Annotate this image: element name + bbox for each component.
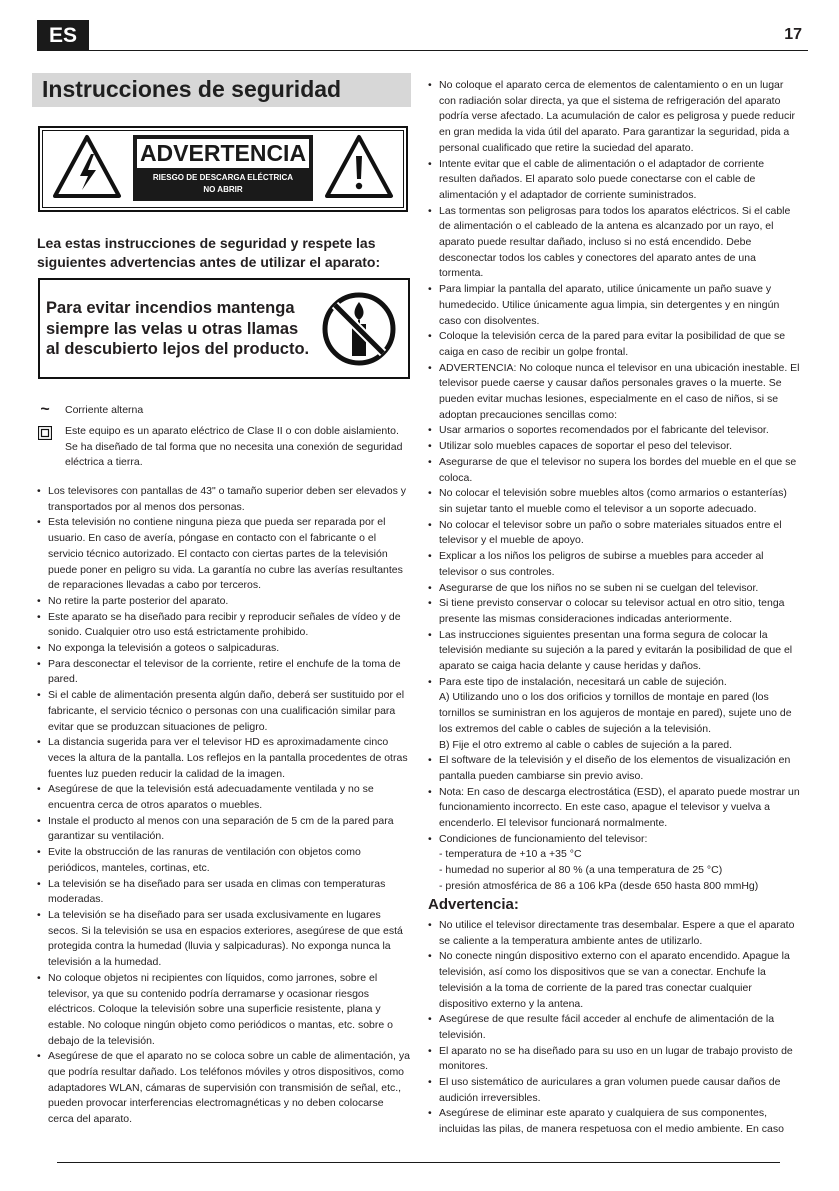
footer-rule [57, 1162, 780, 1163]
list-item: • Condiciones de funcionamiento del televisor: - temperatura de +10 a +35 °C - humedad no superior al 80 % (a una temperatura de 25 °C) - presión atmosférica de 86 a 106 kPa (desde 650 hasta 800 mmHg) [428, 832, 803, 895]
page-number: 17 [784, 26, 802, 43]
electric-warning-label [38, 126, 408, 212]
exclamation-warning-icon [324, 134, 394, 200]
section-title-bar [32, 73, 411, 107]
double-insulation-icon [37, 424, 53, 446]
list-item: • No colocar el televisión sobre muebles altos (como armarios o estanterías) sin sujetar tanto el mueble como el televisor a un soporte adecuado. [428, 486, 803, 517]
list-item: • ADVERTENCIA: No coloque nunca el televisor en una ubicación inestable. El televisor puede caerse y causar daños personales graves o la muerte. Se pueden evitar muchas lesiones, especialmente en el caso de niños, si se adoptan precauciones sencillas como: [428, 361, 803, 424]
list-item: • No coloque objetos ni recipientes con líquidos, como jarrones, sobre el televisor, ya que su contenido podría derramarse y ocasionar riesgos eléctricos. Coloque la televisión sobre una superficie resistente, plana y estable. No coloque ningún objeto como periódicos o mantas, etc. sobre o debajo de la televisión. [37, 971, 411, 1050]
list-item: • Para este tipo de instalación, necesitará un cable de sujeción. A) Utilizando uno o los dos orificios y tornillos de montaje en pared (los tornillos se suministran en los agujeros de montaje en pared), sujete uno de los extremos del cable o cables de sujeción a la televisión. B) Fije el otro extremo al cable o cables de sujeción a la pared. [428, 675, 803, 754]
list-item: • No coloque el aparato cerca de elementos de calentamiento o en un lugar con radiación solar directa, ya que el sistema de refrigeración del aparato podría verse afectado. La acumulación de calor es peligrosa y puede reducir en gran medida la vida útil del aparato. Para garantizar la seguridad, pida a personal cualificado que retire la suciedad del aparato. [428, 78, 803, 157]
list-item: • No colocar el televisor sobre un paño o sobre materiales situados entre el televisor y el mueble de apoyo. [428, 518, 803, 549]
warning-subtitle-line2: NO ABRIR [203, 185, 243, 194]
no-open-flame-icon [320, 290, 398, 368]
safety-list-left [37, 484, 411, 1128]
list-item: • Utilizar solo muebles capaces de soportar el peso del televisor. [428, 439, 803, 455]
list-item: • Nota: En caso de descarga electrostática (ESD), el aparato puede mostrar un funcionamiento incorrecto. En este caso, apague el televisor y vuelva a encenderlo. El televisor funcionará normalmente. [428, 785, 803, 832]
list-item: • No exponga la televisión a goteos o salpicaduras. [37, 641, 411, 657]
symbol-row-class-ii [37, 424, 412, 474]
list-item: • Esta televisión no contiene ninguna pieza que pueda ser reparada por el usuario. En caso de avería, póngase en contacto con el fabricante o el servicio técnico autorizado. El contacto con ciertas partes de la televisión puede poner en peligro su vida. La garantía no cubre las averías resultantes de reparaciones llevadas a cabo por terceros. [37, 515, 411, 594]
warning-title: ADVERTENCIA [137, 139, 309, 168]
list-item: • No conecte ningún dispositivo externo con el aparato encendido. Apague la televisión, así como los dispositivos que se van a conectar. Enchufe la televisión a la toma de corriente de la pared tras conectar cualquier dispositivo externo y la antena. [428, 949, 803, 1012]
list-item: • Evite la obstrucción de las ranuras de ventilación con objetos como periódicos, manteles, cortinas, etc. [37, 845, 411, 876]
list-item: • Para limpiar la pantalla del aparato, utilice únicamente un paño suave y humedecido. Utilice únicamente agua limpia, sin detergentes y en ningún caso con disolventes. [428, 282, 803, 329]
lightning-warning-icon [52, 134, 122, 200]
header-rule [89, 50, 808, 51]
list-item: • Intente evitar que el cable de alimentación o el adaptador de corriente resulten dañados. El aparato solo puede conectarse con el cable de alimentación y el adaptador de corriente suministrados. [428, 157, 803, 204]
warning-center-panel [133, 135, 313, 201]
language-badge: ES [37, 20, 89, 51]
list-item: • Explicar a los niños los peligros de subirse a muebles para acceder al televisor o sus controles. [428, 549, 803, 580]
alternating-current-icon: ~ [40, 401, 50, 418]
list-item: • Asegúrese de que el aparato no se coloca sobre un cable de alimentación, ya que podría resultar dañado. Los teléfonos móviles y otros dispositivos, como adaptadores WLAN, cámaras de supervisión con transmisión de señal, etc., pueden provocar interferencias electromagnéticas y no deben colocarse cerca del aparato. [37, 1049, 411, 1128]
safety-list-right [428, 78, 803, 895]
list-item: • El aparato no se ha diseñado para su uso en un lugar de trabajo provisto de monitores. [428, 1044, 803, 1075]
intro-text: Lea estas instrucciones de seguridad y respete las siguientes advertencias antes de utilizar el aparato: [37, 235, 381, 270]
warning-subtitle-line1: RIESGO DE DESCARGA ELÉCTRICA [152, 173, 294, 182]
symbol-text-ac: Corriente alterna [65, 404, 144, 416]
list-item: • No retire la parte posterior del aparato. [37, 594, 411, 610]
list-item: • Coloque la televisión cerca de la pared para evitar la posibilidad de que se caiga en caso de recibir un golpe frontal. [428, 329, 803, 360]
list-item: • No utilice el televisor directamente tras desembalar. Espere a que el aparato se caliente a la temperatura ambiente antes de utilizarlo. [428, 918, 803, 949]
list-item: • Las instrucciones siguientes presentan una forma segura de colocar la televisión mediante su sujeción a la pared y evitarán la posibilidad de que el aparato se caiga hacia delante y cause heridas y daños. [428, 628, 803, 675]
list-item: • Asegurarse de que los niños no se suben ni se cuelgan del televisor. [428, 581, 803, 597]
list-item: • La televisión se ha diseñado para ser usada en climas con temperaturas moderadas. [37, 877, 411, 908]
list-item: • Si el cable de alimentación presenta algún daño, deberá ser sustituido por el fabricante, el servicio técnico o personas con una cualificación similar para evitar que se produzcan situaciones de peligro. [37, 688, 411, 735]
fire-notice-box [38, 278, 410, 379]
list-item: • La distancia sugerida para ver el televisor HD es aproximadamente cinco veces la altura de la pantalla. Los reflejos en la pantalla procedentes de otras fuentes luz pueden reducir la calidad de la imagen. [37, 735, 411, 782]
symbol-text-class-ii: Este equipo es un aparato eléctrico de Clase II o con doble aislamiento. Se ha diseñado de tal forma que no necesita una conexión de seguridad eléctrica a tierra. [65, 425, 403, 468]
list-item: • Si tiene previsto conservar o colocar su televisor actual en otro sitio, tenga presente las mismas consideraciones indicadas anteriormente. [428, 596, 803, 627]
list-item: • Los televisores con pantallas de 43" o tamaño superior deben ser elevados y transportados por al menos dos personas. [37, 484, 411, 515]
advertencia-heading: Advertencia: [428, 896, 519, 913]
fire-notice-text: Para evitar incendios mantenga siempre las velas u otras llamas al descubierto lejos del producto. [46, 299, 310, 358]
list-item: • El software de la televisión y el diseño de los elementos de visualización en pantalla pueden cambiarse sin previo aviso. [428, 753, 803, 784]
list-item: • La televisión se ha diseñado para ser usada exclusivamente en lugares secos. Si la televisión se usa en espacios exteriores, asegúrese de que está protegida contra la humedad (lluvia y salpicaduras). No exponga nunca la televisión a la humedad. [37, 908, 411, 971]
list-item: • Asegúrese de eliminar este aparato y cualquiera de sus componentes, incluidas las pilas, de manera respetuosa con el medio ambiente. En caso [428, 1106, 803, 1137]
list-item: • Usar armarios o soportes recomendados por el fabricante del televisor. [428, 423, 803, 439]
list-item: • El uso sistemático de auriculares a gran volumen puede causar daños de audición irreversibles. [428, 1075, 803, 1106]
list-item: • Las tormentas son peligrosas para todos los aparatos eléctricos. Si el cable de alimentación o el cableado de la antena es alcanzado por un rayo, el aparato puede resultar dañado, incluso si no está encendido. Debe desconectar todos los cables y conectores del aparato antes de una tormenta. [428, 204, 803, 283]
list-item: • Instale el producto al menos con una separación de 5 cm de la pared para garantizar su ventilación. [37, 814, 411, 845]
list-item: • Asegúrese de que la televisión está adecuadamente ventilada y no se encuentra cerca de otros aparatos o muebles. [37, 782, 411, 813]
list-item: • Este aparato se ha diseñado para recibir y reproducir señales de vídeo y de sonido. Cualquier otro uso está estrictamente prohibido. [37, 610, 411, 641]
symbol-row-ac [37, 403, 412, 419]
page-title: Instrucciones de seguridad [42, 76, 342, 102]
list-item: • Asegúrese de que resulte fácil acceder al enchufe de alimentación de la televisión. [428, 1012, 803, 1043]
list-item: • Asegurarse de que el televisor no supera los bordes del mueble en el que se coloca. [428, 455, 803, 486]
warning-subtitle [133, 172, 313, 196]
list-item: • Para desconectar el televisor de la corriente, retire el enchufe de la toma de pared. [37, 657, 411, 688]
advertencia-list [428, 918, 803, 1138]
